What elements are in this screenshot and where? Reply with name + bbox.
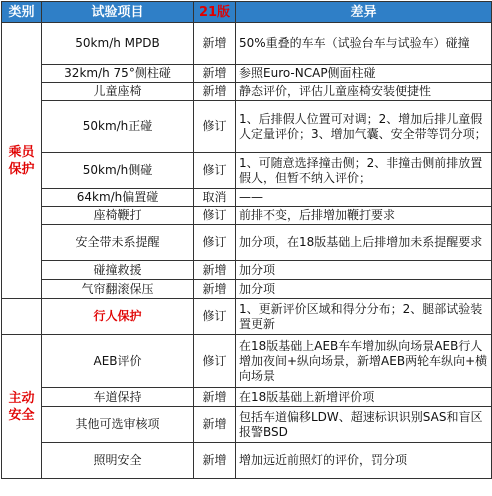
table-row <box>2 23 492 65</box>
item-difference: 加分项，在18版基础上后排增加未系提醒要求 <box>236 225 492 261</box>
item-name: 座椅鞭打 <box>42 207 194 225</box>
item-difference: —— <box>236 189 492 207</box>
item-difference: 50%重叠的车车（试验台车与试验车）碰撞 <box>236 23 492 65</box>
item-difference: 在18版基础上AEB车车增加纵向场景AEB行人增加夜间+纵向场景，新增AEB两轮车纵向+横向场景 <box>236 335 492 388</box>
table-row <box>2 83 492 101</box>
item-difference: 1、后排假人位置可对调；2、增加后排儿童假人定量评价；3、增加气囊、安全带等罚分项； <box>236 101 492 153</box>
item-status: 修订 <box>194 225 236 261</box>
item-status: 修订 <box>194 299 236 335</box>
item-difference: 静态评价，评估儿童座椅安装便捷性 <box>236 83 492 101</box>
item-name: 50km/h正碰 <box>42 101 194 153</box>
item-difference: 1、可随意选择撞击侧；2、非撞击侧前排放置假人，但暂不纳入评价； <box>236 153 492 189</box>
comparison-table <box>1 1 492 479</box>
item-name: 儿童座椅 <box>42 83 194 101</box>
item-name: 碰撞救援 <box>42 261 194 280</box>
header-version: 21版 <box>194 2 236 23</box>
item-status: 修订 <box>194 101 236 153</box>
table-row <box>2 443 492 479</box>
table-row <box>2 335 492 388</box>
table-row <box>2 299 492 335</box>
item-name: 50km/h MPDB <box>42 23 194 65</box>
item-status: 修订 <box>194 335 236 388</box>
item-status: 新增 <box>194 280 236 299</box>
table-row <box>2 65 492 83</box>
item-difference: 在18版基础上新增评价项 <box>236 388 492 407</box>
item-status: 新增 <box>194 23 236 65</box>
item-difference: 前排不变，后排增加鞭打要求 <box>236 207 492 225</box>
table-row <box>2 261 492 280</box>
category-empty <box>2 299 42 335</box>
item-status: 新增 <box>194 83 236 101</box>
item-name: 行人保护 <box>42 299 194 335</box>
item-status: 新增 <box>194 261 236 280</box>
item-difference: 加分项 <box>236 261 492 280</box>
item-status: 取消 <box>194 189 236 207</box>
category-occupant-protection: 乘员保护 <box>2 23 42 299</box>
item-status: 新增 <box>194 407 236 443</box>
item-name: 安全带未系提醒 <box>42 225 194 261</box>
table-row <box>2 207 492 225</box>
header-item: 试验项目 <box>42 2 194 23</box>
table-row <box>2 189 492 207</box>
item-status: 新增 <box>194 388 236 407</box>
item-name: AEB评价 <box>42 335 194 388</box>
item-status: 修订 <box>194 207 236 225</box>
item-difference: 增加远近前照灯的评价，罚分项 <box>236 443 492 479</box>
table-row <box>2 101 492 153</box>
item-difference: 包括车道偏移LDW、超速标识识别SAS和盲区报警BSD <box>236 407 492 443</box>
item-difference: 1、更新评价区域和得分分布；2、腿部试验装置更新 <box>236 299 492 335</box>
item-name: 50km/h侧碰 <box>42 153 194 189</box>
header-category: 类别 <box>2 2 42 23</box>
table-row <box>2 280 492 299</box>
item-name: 气帘翻滚保压 <box>42 280 194 299</box>
table-row <box>2 153 492 189</box>
table-row <box>2 388 492 407</box>
header-row <box>2 2 492 23</box>
table-row <box>2 225 492 261</box>
item-status: 修订 <box>194 153 236 189</box>
item-name: 其他可选审核项 <box>42 407 194 443</box>
item-name: 32km/h 75°侧柱碰 <box>42 65 194 83</box>
item-difference: 参照Euro-NCAP侧面柱碰 <box>236 65 492 83</box>
table-row <box>2 407 492 443</box>
header-difference: 差异 <box>236 2 492 23</box>
item-status: 新增 <box>194 443 236 479</box>
item-name: 64km/h偏置碰 <box>42 189 194 207</box>
item-name: 车道保持 <box>42 388 194 407</box>
item-name: 照明安全 <box>42 443 194 479</box>
item-difference: 加分项 <box>236 280 492 299</box>
item-status: 新增 <box>194 65 236 83</box>
category-active-safety: 主动安全 <box>2 335 42 479</box>
